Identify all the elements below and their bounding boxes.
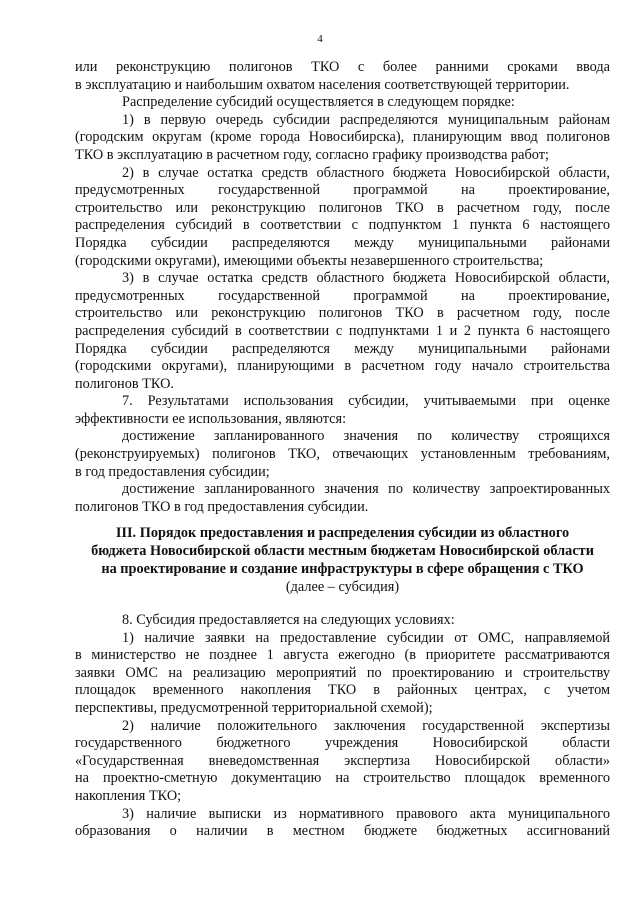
paragraph xyxy=(75,806,610,841)
top-text-block xyxy=(75,59,610,516)
text-line: полигонов ТКО в год предоставления субсидии. xyxy=(75,498,369,515)
paragraph xyxy=(75,270,610,393)
text-line: 3) в случае остатка средств областного бюджета Новосибирской области, xyxy=(122,270,610,287)
section-heading-line: III. Порядок предоставления и распределения субсидии из областного xyxy=(115,525,570,541)
text-line: площадок временного накопления ТКО в районных центрах, с учетом xyxy=(75,682,610,699)
text-line: в год предоставления субсидии; xyxy=(75,463,270,480)
text-line: эффективности ее использования, являются: xyxy=(75,410,347,427)
text-line: Порядка субсидии распределяются между муниципальными районами xyxy=(75,340,610,357)
text-line: (реконструируемых) полигонов ТКО, отвечающих установленным требованиям, xyxy=(75,446,610,463)
paragraph xyxy=(75,393,610,428)
text-line: достижение запланированного значения по количеству запроектированных xyxy=(122,481,610,498)
paragraph xyxy=(75,94,610,112)
text-line: полигонов ТКО. xyxy=(75,375,174,392)
text-line: ТКО в эксплуатацию в расчетном году, согласно графику производства работ; xyxy=(75,146,549,163)
text-line: предусмотренных государственной программой на проектирование, xyxy=(75,287,610,304)
text-line: (городскими округами), планирующими в расчетном году начало строительства xyxy=(75,358,610,375)
text-line: перспективы, предусмотренной территориальной схемой); xyxy=(75,699,433,716)
section-heading-line: на проектирование и создание инфраструктуры в сфере обращения с ТКО xyxy=(101,561,584,577)
paragraph xyxy=(75,428,610,481)
paragraph xyxy=(75,718,610,806)
paragraph xyxy=(75,112,610,165)
text-line: Порядка субсидии распределяются между муниципальными районами xyxy=(75,234,610,251)
text-line: «Государственная вневедомственная экспертиза Новосибирской области» xyxy=(75,752,610,769)
text-line: строительство или реконструкцию полигонов ТКО в расчетном году, после xyxy=(75,305,610,322)
text-line: в эксплуатацию и наибольшим охватом населения соответствующей территории. xyxy=(75,76,570,93)
text-line: образования о наличии в местном бюджете бюджетных ассигнований xyxy=(75,823,610,840)
text-line: 2) наличие положительного заключения государственной экспертизы xyxy=(122,717,610,734)
text-line: 7. Результатами использования субсидии, учитываемыми при оценке xyxy=(122,393,610,410)
text-line: на проектно-сметную документацию на строительство площадок временного xyxy=(75,770,610,787)
page-number: 4 xyxy=(317,33,323,45)
paragraph xyxy=(75,481,610,516)
text-line: распределения субсидий в соответствии с подпунктами 1 и 2 пункта 6 настоящего xyxy=(75,322,610,339)
paragraph xyxy=(75,165,610,271)
text-line: строительство или реконструкцию полигонов ТКО в расчетном году, после xyxy=(75,199,610,216)
text-line: (городским округам (кроме города Новосибирска), планирующим ввод полигонов xyxy=(75,129,610,146)
text-line: 3) наличие выписки из нормативного правового акта муниципального xyxy=(122,805,610,822)
text-line: государственного бюджетного учреждения Новосибирской области xyxy=(75,735,610,752)
paragraph xyxy=(75,630,610,718)
section-heading-block xyxy=(75,524,610,596)
text-line: или реконструкцию полигонов ТКО с более ранними сроками ввода xyxy=(75,59,610,75)
text-line: в министерство не позднее 1 августа ежегодно (в приоритете рассматриваются xyxy=(75,647,610,664)
text-line: распределения субсидий в соответствии с подпунктом 1 пункта 6 настоящего xyxy=(75,217,610,234)
text-line: заявки ОМС на реализацию мероприятий по проектированию и строительству xyxy=(75,664,610,681)
text-line: Распределение субсидий осуществляется в следующем порядке: xyxy=(122,94,515,111)
text-line: достижение запланированного значения по количеству строящихся xyxy=(122,428,610,445)
text-line: (городскими округами), имеющими объекты незавершенного строительства; xyxy=(75,252,544,269)
text-line: 2) в случае остатка средств областного бюджета Новосибирской области, xyxy=(122,164,610,181)
text-line: 8. Субсидия предоставляется на следующих условиях: xyxy=(122,612,455,628)
paragraph xyxy=(75,59,610,94)
text-line: предусмотренных государственной программой на проектирование, xyxy=(75,182,610,199)
text-line: 1) наличие заявки на предоставление субсидии от ОМС, направляемой xyxy=(122,629,610,646)
bottom-text-block xyxy=(75,612,610,841)
section-heading-line: бюджета Новосибирской области местным бюджетам Новосибирской области xyxy=(91,543,594,559)
section-subheading: (далее – субсидия) xyxy=(285,579,400,595)
paragraph xyxy=(75,612,610,630)
text-line: 1) в первую очередь субсидии распределяются муниципальным районам xyxy=(122,111,610,128)
text-line: накопления ТКО; xyxy=(75,787,182,804)
